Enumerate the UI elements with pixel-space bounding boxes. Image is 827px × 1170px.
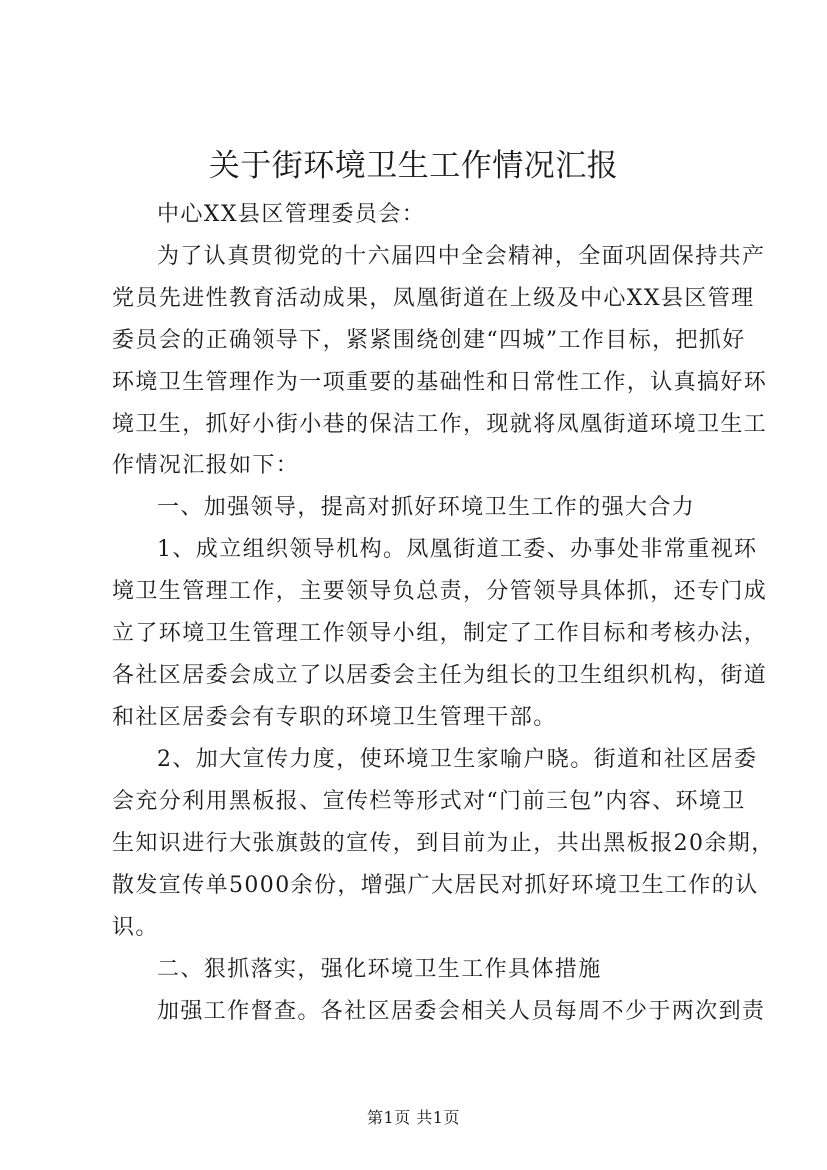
body-line: 境卫生管理工作，主要领导负总责，分管领导具体抓，还专门成	[112, 579, 768, 604]
body-line: 会充分利用黑板报、宣传栏等形式对“门前三包”内容、环境卫	[112, 789, 746, 814]
body-line: 2、加大宣传力度，使环境卫生家喻户晓。街道和社区居委	[157, 747, 758, 772]
body-line: 作情况汇报如下：	[112, 453, 300, 478]
salutation-line: 中心XX县区管理委员会：	[157, 202, 426, 227]
body-line: 识。	[112, 915, 159, 940]
body-line: 生知识进行大张旗鼓的宣传，到目前为止，共出黑板报20余期，	[112, 831, 775, 856]
page-number: 第1页 共1页	[367, 1108, 460, 1127]
body-line: 加强工作督查。各社区居委会相关人员每周不少于两次到责	[157, 999, 766, 1024]
body-line: 立了环境卫生管理工作领导小组，制定了工作目标和考核办法，	[112, 621, 768, 646]
section-heading: 二、狠抓落实，强化环境卫生工作具体措施	[157, 957, 602, 982]
body-line: 党员先进性教育活动成果，凤凰街道在上级及中心XX县区管理	[112, 286, 755, 311]
body-line: 委员会的正确领导下，紧紧围绕创建“四城”工作目标，把抓好	[112, 328, 746, 353]
body-line: 环境卫生管理作为一项重要的基础性和日常性工作，认真搞好环	[112, 370, 768, 395]
body-line: 和社区居委会有专职的环境卫生管理干部。	[112, 705, 557, 730]
body-line: 各社区居委会成立了以居委会主任为组长的卫生组织机构，街道	[112, 663, 768, 688]
section-heading: 一、加强领导，提高对抓好环境卫生工作的强大合力	[157, 495, 696, 520]
body-line: 散发宣传单5000余份，增强广大居民对抓好环境卫生工作的认	[112, 873, 759, 898]
body-line: 境卫生，抓好小街小巷的保洁工作，现就将凤凰街道环境卫生工	[112, 412, 768, 437]
document-title: 关于街环境卫生工作情况汇报	[208, 148, 619, 184]
body-line: 1、成立组织领导机构。凤凰街道工委、办事处非常重视环	[157, 537, 758, 562]
body-line: 为了认真贯彻党的十六届四中全会精神，全面巩固保持共产	[157, 244, 766, 269]
